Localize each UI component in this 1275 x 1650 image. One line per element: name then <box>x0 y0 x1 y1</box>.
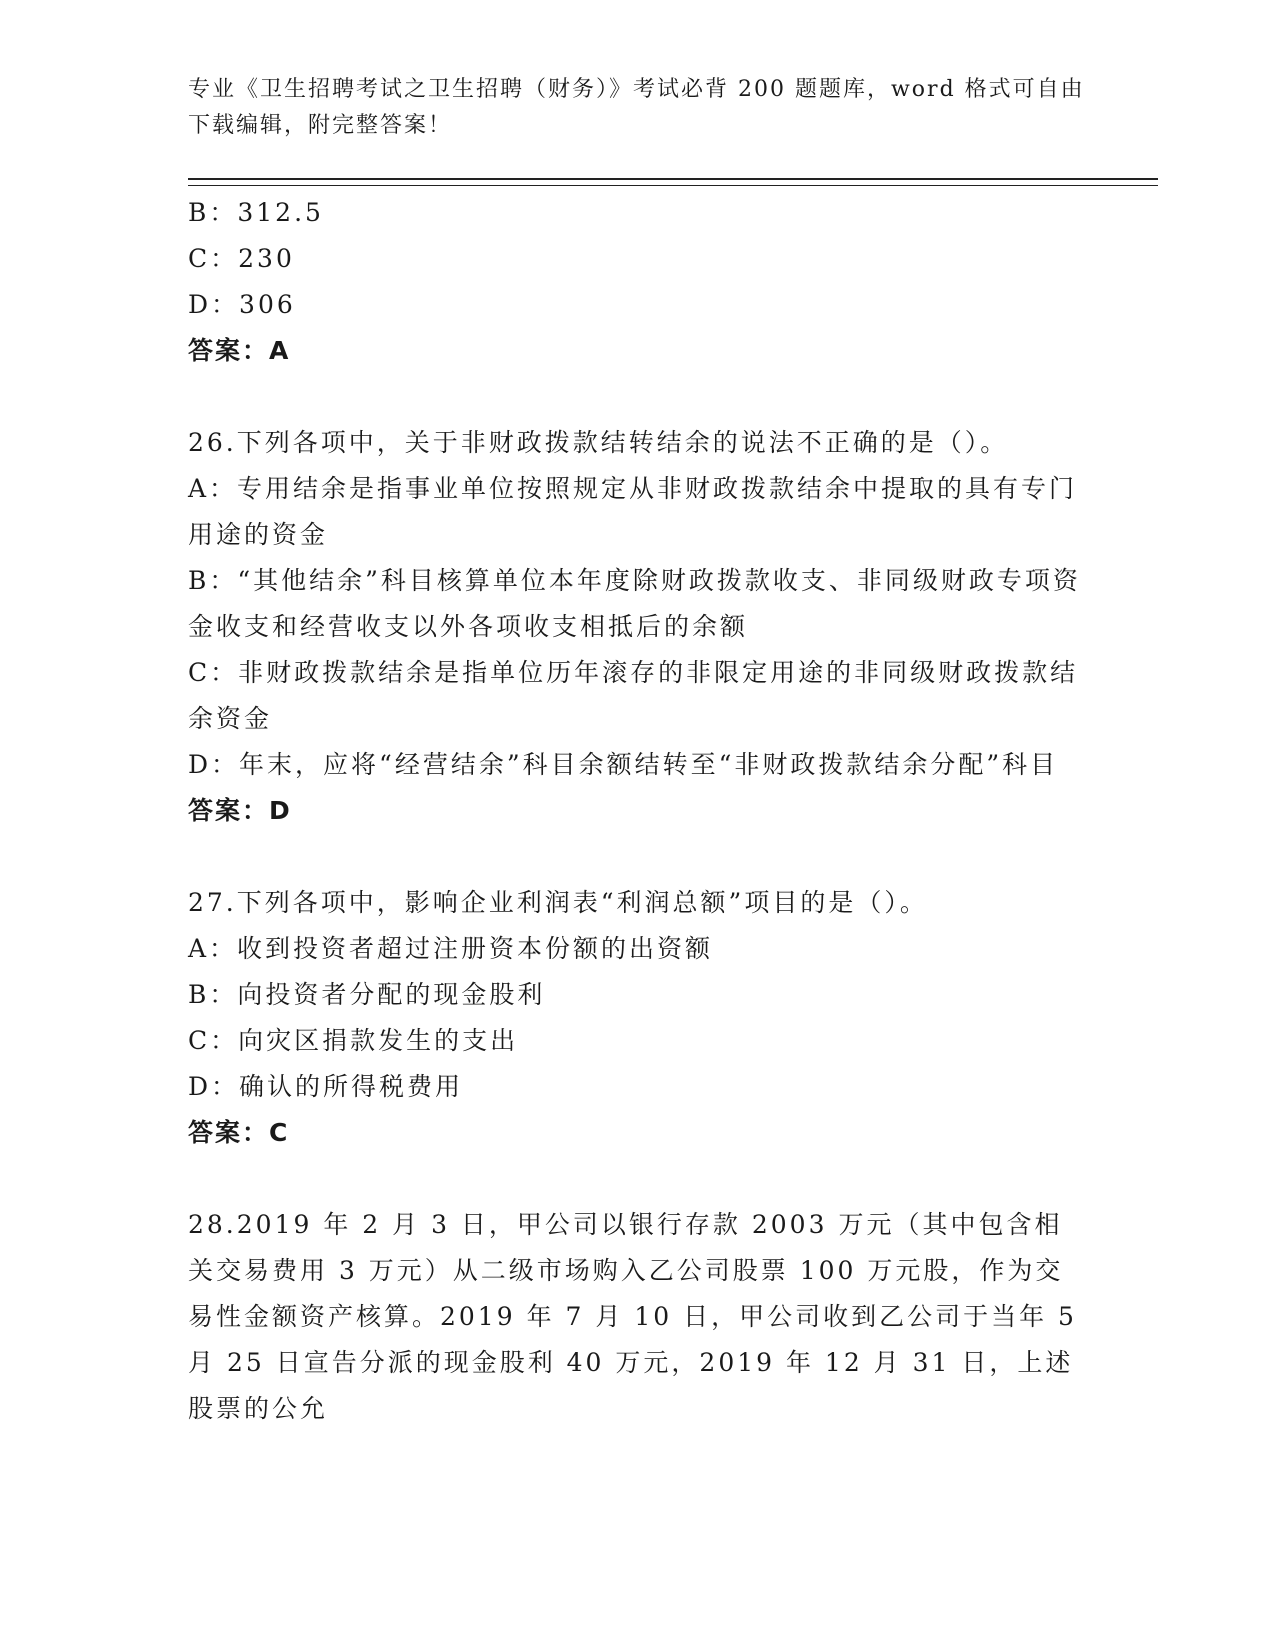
option-b: B：312.5 <box>188 198 324 227</box>
spacer <box>188 374 1088 420</box>
option-d: D：年末，应将“经营结余”科目余额结转至“非财政拨款结余分配”科目 <box>188 750 1059 779</box>
document-header <box>188 72 1088 144</box>
question-text: 28.2019 年 2 月 3 日，甲公司以银行存款 2003 万元（其中包含相关交易费用 3 万元）从二级市场购入乙公司股票 100 万元股，作为交易性金额资产核算。2019 年 7 月 10 日，甲公司收到乙公司于当年 5 月 25 日宣告分派的现金股利 40 万元，2019 年 12 月 31 日，上述股票的公允 <box>188 1210 1077 1423</box>
answer-label: 答案：D <box>188 796 292 825</box>
option-c: C：非财政拨款结余是指单位历年滚存的非限定用途的非同级财政拨款结余资金 <box>188 658 1079 733</box>
question-text: 26.下列各项中，关于非财政拨款结转结余的说法不正确的是（）。 <box>188 428 1009 457</box>
question-28 <box>188 1202 1088 1432</box>
question-27 <box>188 880 1088 1156</box>
header-text: 专业《卫生招聘考试之卫生招聘（财务）》考试必背 200 题题库，word 格式可自由下载编辑，附完整答案！ <box>188 77 1085 138</box>
option-d: D：确认的所得税费用 <box>188 1072 464 1101</box>
option-b: B：向投资者分配的现金股利 <box>188 980 546 1009</box>
header-divider <box>188 178 1158 186</box>
option-c: C：230 <box>188 244 295 273</box>
spacer <box>188 834 1088 880</box>
spacer <box>188 1156 1088 1202</box>
option-c: C：向灾区捐款发生的支出 <box>188 1026 519 1055</box>
option-b: B：“其他结余”科目核算单位本年度除财政拨款收支、非同级财政专项资金收支和经营收支以外各项收支相抵后的余额 <box>188 566 1081 641</box>
option-d: D：306 <box>188 290 296 319</box>
question-text: 27.下列各项中，影响企业利润表“利润总额”项目的是（）。 <box>188 888 928 917</box>
answer-label: 答案：A <box>188 336 291 365</box>
option-a: A：收到投资者超过注册资本份额的出资额 <box>188 934 714 963</box>
option-a: A：专用结余是指事业单位按照规定从非财政拨款结余中提取的具有专门用途的资金 <box>188 474 1078 549</box>
question-25-tail <box>188 190 1088 374</box>
question-content <box>188 190 1088 1432</box>
question-26 <box>188 420 1088 834</box>
answer-label: 答案：C <box>188 1118 290 1147</box>
